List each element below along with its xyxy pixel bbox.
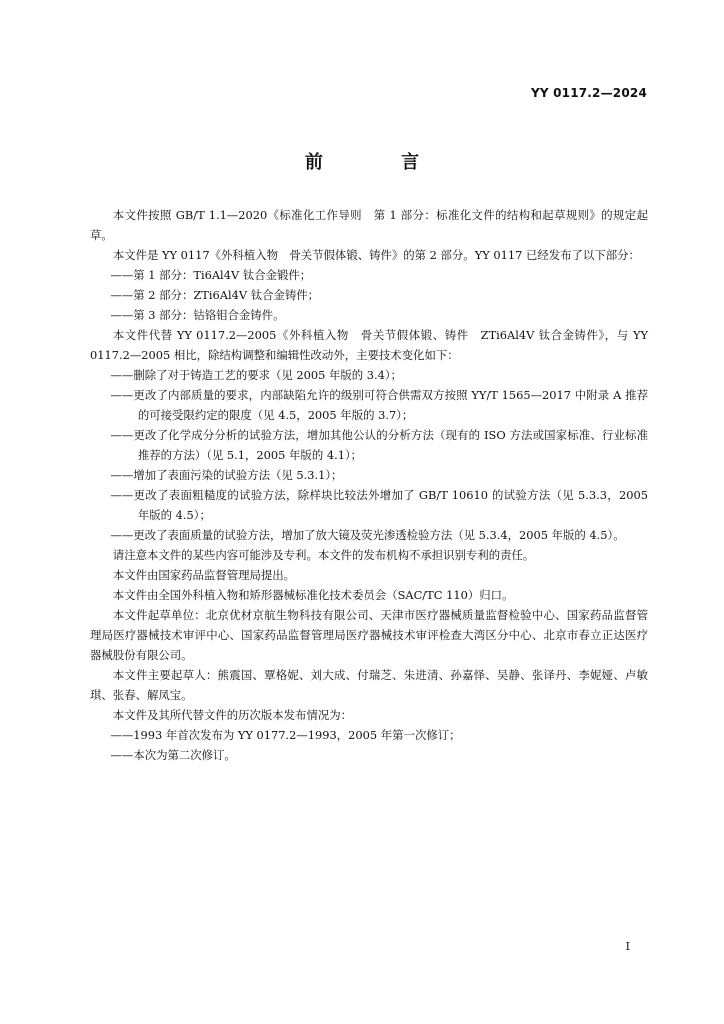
paragraph-replacement: 本文件代替 YY 0117.2—2005《外科植入物 骨关节假体锻、铸件 ZTi6Al4V 钛合金铸件》，与 YY 0117.2—2005 相比，除结构调整和编辑性改动外，主要技术变化如下： — [90, 328, 648, 362]
page-number: I — [625, 940, 630, 953]
paragraph-part-intro: 本文件是 YY 0117《外科植入物 骨关节假体锻、铸件》的第 2 部分。YY 0117 已经发布了以下部分： — [112, 248, 640, 262]
standard-code: YY 0117.2—2024 — [530, 86, 647, 100]
paragraph-drafting-units: 本文件起草单位：北京优材京航生物科技有限公司、天津市医疗器械质量监督检验中心、国家药品监督管理局医疗器械技术审评中心、国家药品监督管理局医疗器械技术审评检查大湾区分中心、北京市春立正达医疗器械股份有限公司。 — [90, 608, 648, 662]
paragraph-committee: 本文件由全国外科植入物和矫形器械标准化技术委员会（SAC/TC 110）归口。 — [112, 588, 514, 602]
list-item: ——更改了内部质量的要求，内部缺陷允许的级别可符合供需双方按照 YY/T 1565—2017 中附录 A 推荐的可接受限约定的限度（见 4.5，2005 年版的 3.7）； — [110, 388, 648, 422]
list-item: ——增加了表面污染的试验方法（见 5.3.1）； — [110, 468, 343, 482]
list-item: ——删除了对于铸造工艺的要求（见 2005 年版的 3.4）； — [110, 368, 402, 382]
paragraph-drafting-rules: 本文件按照 GB/T 1.1—2020《标准化工作导则 第 1 部分：标准化文件的结构和起草规则》的规定起草。 — [90, 208, 648, 242]
paragraph-history: 本文件及其所代替文件的历次版本发布情况为： — [112, 708, 353, 722]
list-item: ——第 2 部分：ZTi6Al4V 钛合金铸件； — [110, 288, 320, 302]
foreword-body — [90, 205, 648, 765]
list-item: ——更改了化学成分分析的试验方法，增加其他公认的分析方法（现有的 ISO 方法或国家标准、行业标准推荐的方法）（见 5.1，2005 年版的 4.1）； — [110, 428, 648, 462]
paragraph-proposed-by: 本文件由国家药品监督管理局提出。 — [112, 568, 296, 582]
list-item: ——1993 年首次发布为 YY 0177.2—1993，2005 年第一次修订； — [110, 728, 461, 742]
page-title: 前 言 — [304, 152, 456, 173]
list-item: ——本次为第二次修订。 — [110, 748, 236, 762]
list-item: ——第 3 部分：钴铬钼合金铸件。 — [110, 308, 285, 322]
list-item: ——更改了表面粗糙度的试验方法，除样块比较法外增加了 GB/T 10610 的试验方法（见 5.3.3，2005 年版的 4.5）； — [110, 488, 648, 522]
paragraph-drafters: 本文件主要起草人：熊震国、覃格妮、刘大成、付瑞芝、朱进清、孙嘉怿、吴静、张译丹、李妮娅、卢敏琪、张春、解凤宝。 — [90, 668, 648, 702]
list-item: ——更改了表面质量的试验方法，增加了放大镜及荧光渗透检验方法（见 5.3.4，2005 年版的 4.5）。 — [110, 528, 625, 542]
list-item: ——第 1 部分：Ti6Al4V 钛合金锻件； — [110, 268, 312, 282]
paragraph-patent-notice: 请注意本文件的某些内容可能涉及专利。本文件的发布机构不承担识别专利的责任。 — [112, 548, 535, 562]
